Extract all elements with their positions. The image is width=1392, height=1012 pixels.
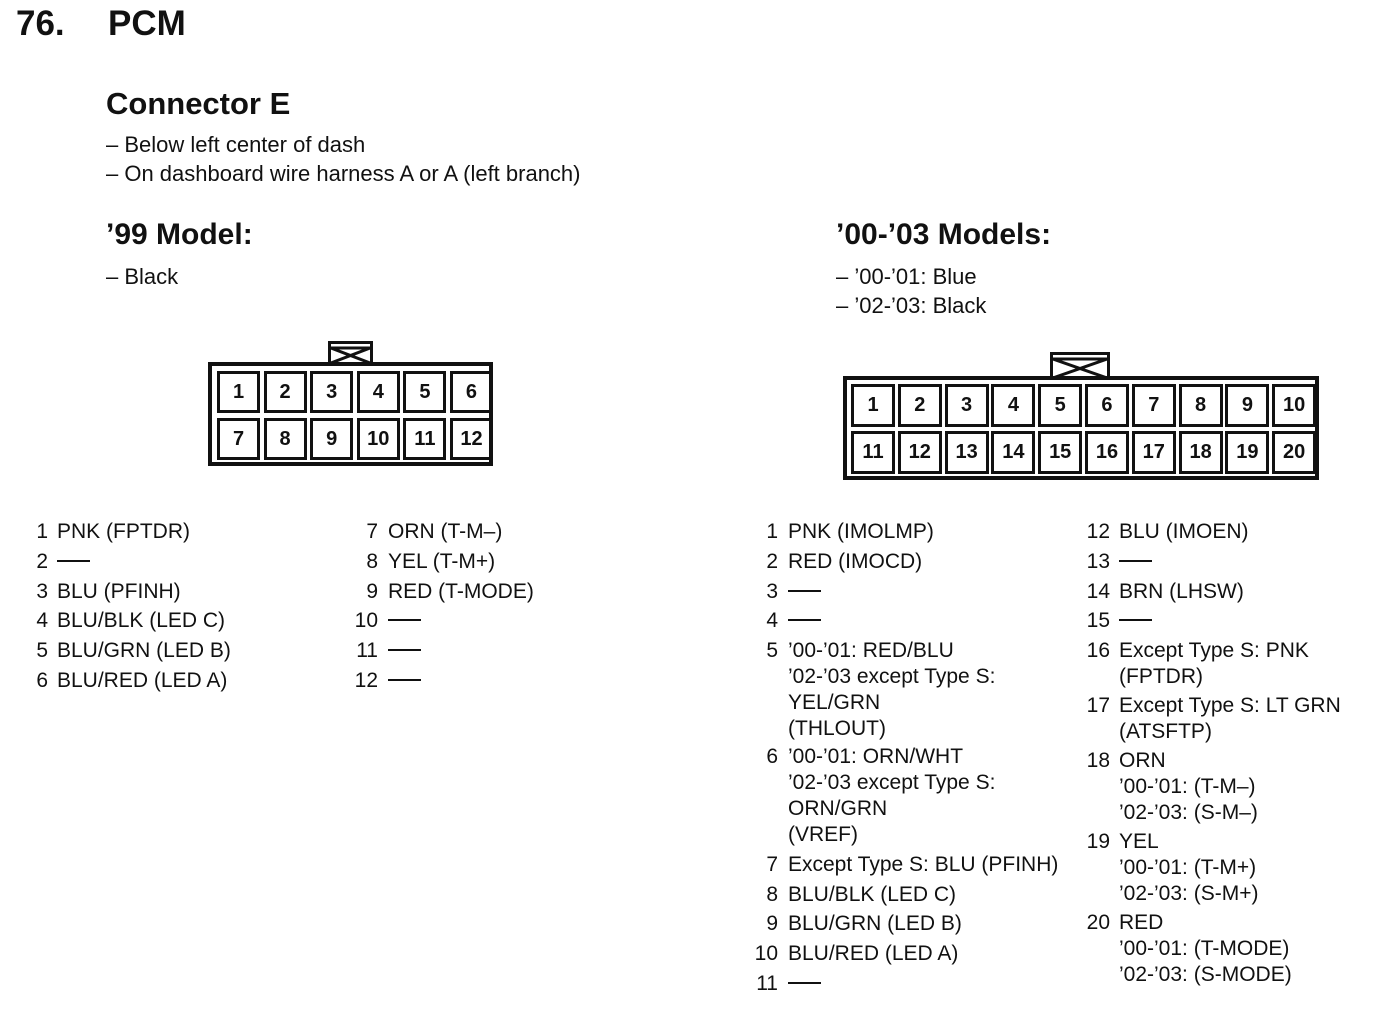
pin-description xyxy=(388,579,534,605)
unused-pin-dash xyxy=(788,619,821,621)
pin-description-line: (VREF) xyxy=(788,823,858,846)
pin-description xyxy=(57,608,225,634)
pin-number: 16 xyxy=(1086,639,1110,662)
pin-row xyxy=(750,911,962,937)
pin-description-line: YEL xyxy=(1119,830,1159,853)
pin-row xyxy=(22,519,190,545)
pin-description-line: ’00-’01: ORN/WHT xyxy=(788,745,964,768)
pin-description-line: ’00-’01: (T-MODE) xyxy=(1119,937,1290,960)
pin-row xyxy=(750,549,922,575)
connector-99-cavity: 4 xyxy=(357,371,400,413)
connector-00-cavity: 17 xyxy=(1132,431,1176,474)
pin-row xyxy=(1078,693,1341,745)
pin-description-line: RED (IMOCD) xyxy=(788,550,923,573)
pin-description xyxy=(1119,608,1152,634)
pin-description xyxy=(388,608,421,634)
connector-00-cavity: 6 xyxy=(1085,384,1129,427)
model99-color-note: – Black xyxy=(106,264,179,289)
unused-pin-dash xyxy=(57,560,90,562)
pin-row xyxy=(1078,579,1244,605)
page-title: PCM xyxy=(108,4,186,43)
pin-description-line: ’02-’03: (S-M+) xyxy=(1119,882,1259,905)
connector-00-body xyxy=(843,376,1319,480)
pin-description xyxy=(788,638,995,742)
unused-pin-dash xyxy=(788,590,821,592)
pin-number: 12 xyxy=(1086,520,1110,543)
model99-title: ’99 Model: xyxy=(106,218,253,251)
model00-color-note-0203: – ’02-’03: Black xyxy=(836,293,987,318)
pin-row xyxy=(750,579,821,605)
pin-description-line: Except Type S: LT GRN xyxy=(1119,694,1341,717)
connector-99-cavity: 12 xyxy=(450,418,493,460)
pin-description xyxy=(1119,829,1258,907)
pin-description xyxy=(788,911,962,937)
pin-description-line: (FPTDR) xyxy=(1119,665,1203,688)
connector-note-harness: – On dashboard wire harness A or A (left branch) xyxy=(106,161,581,186)
pin-description xyxy=(1119,748,1258,826)
pin-number: 18 xyxy=(1086,749,1110,772)
pin-number: 11 xyxy=(356,639,378,662)
pin-description xyxy=(1119,519,1249,545)
pin-description-line: BRN (LHSW) xyxy=(1119,580,1244,603)
pin-number: 4 xyxy=(766,609,778,632)
connector-00-cavities xyxy=(851,384,1316,474)
pin-description-line: PNK (FPTDR) xyxy=(57,520,190,543)
pin-number: 8 xyxy=(366,550,378,573)
pin-number: 4 xyxy=(36,609,48,632)
pin-row xyxy=(22,579,181,605)
connector-99-cavity: 11 xyxy=(403,418,446,460)
pin-description xyxy=(57,549,90,575)
pin-row xyxy=(750,971,821,997)
pin-description xyxy=(788,519,934,545)
pin-description xyxy=(388,668,421,694)
model00-color-note-0001: – ’00-’01: Blue xyxy=(836,264,977,289)
unused-pin-dash xyxy=(1119,619,1152,621)
pin-description-line: BLU/GRN (LED B) xyxy=(788,912,962,935)
pin-description-line: Except Type S: BLU (PFINH) xyxy=(788,853,1059,876)
pin-number: 14 xyxy=(1086,580,1110,603)
connector-title: Connector E xyxy=(106,86,291,121)
pin-description xyxy=(788,579,821,605)
pin-description-line: ’02-’03 except Type S: xyxy=(788,771,996,794)
pin-row xyxy=(750,852,1058,878)
connector-99-cavity: 1 xyxy=(217,371,260,413)
pin-row xyxy=(1078,549,1152,575)
connector-99-body xyxy=(208,362,493,466)
pin-description-line: ’00-’01: (T-M–) xyxy=(1119,775,1256,798)
pin-description xyxy=(388,549,495,575)
pin-row xyxy=(750,744,995,848)
pin-number: 5 xyxy=(36,639,48,662)
pin-number: 6 xyxy=(36,669,48,692)
pin-row xyxy=(346,519,502,545)
pin-row xyxy=(346,579,534,605)
pin-description xyxy=(788,608,821,634)
connector-00-cavity: 11 xyxy=(851,431,895,474)
connector-00-cavity: 12 xyxy=(898,431,942,474)
pin-description-line: ORN (T-M–) xyxy=(388,520,503,543)
pin-row xyxy=(1078,910,1292,988)
pin-description xyxy=(1119,638,1309,690)
pin-description-line: YEL (T-M+) xyxy=(388,550,496,573)
pin-number: 3 xyxy=(766,580,778,603)
pin-number: 9 xyxy=(766,912,778,935)
pin-description xyxy=(788,941,958,967)
pin-row xyxy=(1078,608,1152,634)
pin-number: 3 xyxy=(36,580,48,603)
connector-00-cavity: 4 xyxy=(991,384,1035,427)
pin-row xyxy=(346,549,495,575)
connector-99-cavity: 3 xyxy=(310,371,353,413)
pin-row xyxy=(750,941,958,967)
pin-description-line: BLU/BLK (LED C) xyxy=(57,609,226,632)
connector-00-cavity: 3 xyxy=(945,384,989,427)
pin-row xyxy=(750,638,995,742)
pin-description-line: YEL/GRN xyxy=(788,691,881,714)
connector-99-cavity: 6 xyxy=(450,371,493,413)
pin-description xyxy=(788,852,1058,878)
connector-99-cavity: 5 xyxy=(403,371,446,413)
pin-row xyxy=(750,519,934,545)
connector-00-cavity: 14 xyxy=(991,431,1035,474)
pin-description-line: BLU (PFINH) xyxy=(57,580,181,603)
pin-description-line: BLU/RED (LED A) xyxy=(57,669,228,692)
pin-description-line: BLU/BLK (LED C) xyxy=(788,883,957,906)
connector-99-cavity: 7 xyxy=(217,418,260,460)
pin-number: 20 xyxy=(1086,911,1110,934)
pin-number: 11 xyxy=(756,972,778,995)
pin-number: 1 xyxy=(766,520,778,543)
pin-description xyxy=(57,519,190,545)
pin-number: 7 xyxy=(366,520,378,543)
pin-description xyxy=(788,971,821,997)
pin-row xyxy=(22,608,225,634)
pin-number: 19 xyxy=(1086,830,1110,853)
pin-description-line: ’02-’03: (S-MODE) xyxy=(1119,963,1292,986)
pin-number: 9 xyxy=(366,580,378,603)
pin-description xyxy=(788,882,956,908)
pin-number: 13 xyxy=(1086,550,1110,573)
pin-description xyxy=(1119,579,1244,605)
connector-00-cavity: 2 xyxy=(898,384,942,427)
connector-00-cavity: 13 xyxy=(945,431,989,474)
connector-00-cavity: 9 xyxy=(1225,384,1269,427)
pin-description xyxy=(388,519,502,545)
pin-description-line: BLU/GRN (LED B) xyxy=(57,639,231,662)
connector-00-cavity: 7 xyxy=(1132,384,1176,427)
pin-description-line: ORN xyxy=(1119,749,1166,772)
pin-number: 5 xyxy=(766,639,778,662)
pin-row xyxy=(1078,829,1258,907)
pin-description-line: ’00-’01: RED/BLU xyxy=(788,639,954,662)
connector-99-cavities xyxy=(217,371,493,460)
model00-title: ’00-’03 Models: xyxy=(836,218,1052,251)
pin-number: 1 xyxy=(36,520,48,543)
pin-number: 8 xyxy=(766,883,778,906)
connector-99-cavity: 2 xyxy=(264,371,307,413)
pin-description-line: BLU (IMOEN) xyxy=(1119,520,1249,543)
pin-description xyxy=(788,549,922,575)
pin-number: 17 xyxy=(1086,694,1110,717)
connector-99-cavity: 10 xyxy=(357,418,400,460)
pin-row xyxy=(22,549,90,575)
connector-note-location: – Below left center of dash xyxy=(106,132,366,157)
pin-number: 6 xyxy=(766,745,778,768)
pin-row xyxy=(346,608,421,634)
unused-pin-dash xyxy=(388,679,421,681)
pin-description-line: ’02-’03 except Type S: xyxy=(788,665,996,688)
unused-pin-dash xyxy=(788,982,821,984)
pin-description-line: PNK (IMOLMP) xyxy=(788,520,934,543)
pin-description xyxy=(57,579,181,605)
pin-number: 10 xyxy=(754,942,778,965)
pin-description-line: ’02-’03: (S-M–) xyxy=(1119,801,1258,824)
pin-description xyxy=(57,668,227,694)
pin-description-line: RED xyxy=(1119,911,1164,934)
pin-row xyxy=(346,638,421,664)
pin-description xyxy=(788,744,995,848)
pin-row xyxy=(346,668,421,694)
pin-description-line: (THLOUT) xyxy=(788,717,886,740)
pin-row xyxy=(750,882,956,908)
pin-description-line: Except Type S: PNK xyxy=(1119,639,1309,662)
pin-description-line: BLU/RED (LED A) xyxy=(788,942,959,965)
pin-description-line: RED (T-MODE) xyxy=(388,580,534,603)
unused-pin-dash xyxy=(388,619,421,621)
pin-row xyxy=(1078,748,1258,826)
connector-00-cavity: 18 xyxy=(1179,431,1223,474)
pin-row xyxy=(1078,638,1309,690)
unused-pin-dash xyxy=(1119,560,1152,562)
pin-number: 2 xyxy=(766,550,778,573)
connector-00-cavity: 20 xyxy=(1272,431,1316,474)
pin-description-line: ORN/GRN xyxy=(788,797,888,820)
pin-description-line: ’00-’01: (T-M+) xyxy=(1119,856,1257,879)
pin-description-line: (ATSFTP) xyxy=(1119,720,1212,743)
section-number: 76. xyxy=(16,4,65,43)
connector-99-cavity: 8 xyxy=(264,418,307,460)
pin-number: 2 xyxy=(36,550,48,573)
pin-description xyxy=(388,638,421,664)
pin-description xyxy=(57,638,231,664)
pin-row xyxy=(22,668,227,694)
connector-00-cavity: 16 xyxy=(1085,431,1129,474)
connector-00-cavity: 8 xyxy=(1179,384,1223,427)
pin-row xyxy=(1078,519,1249,545)
pin-description xyxy=(1119,549,1152,575)
pin-number: 7 xyxy=(766,853,778,876)
unused-pin-dash xyxy=(388,649,421,651)
connector-00-cavity: 15 xyxy=(1038,431,1082,474)
connector-00-cavity: 10 xyxy=(1272,384,1316,427)
connector-00-cavity: 1 xyxy=(851,384,895,427)
pin-number: 12 xyxy=(354,669,378,692)
pin-number: 10 xyxy=(354,609,378,632)
pin-description xyxy=(1119,910,1292,988)
pin-number: 15 xyxy=(1086,609,1110,632)
pin-description xyxy=(1119,693,1341,745)
connector-99-cavity: 9 xyxy=(310,418,353,460)
connector-00-cavity: 19 xyxy=(1225,431,1269,474)
connector-00-cavity: 5 xyxy=(1038,384,1082,427)
pin-row xyxy=(22,638,231,664)
pin-row xyxy=(750,608,821,634)
